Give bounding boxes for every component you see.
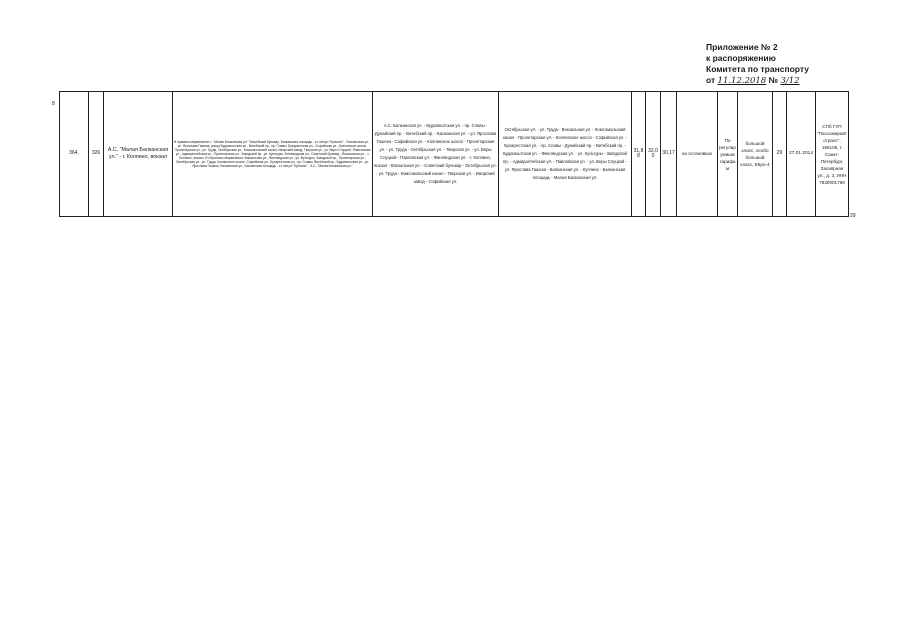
committee-name: Комитета по транспорту — [706, 64, 809, 74]
appendix-title: Приложение № 2 — [706, 42, 778, 52]
route-streets-backward: Октябрьская ул. - ул. Труда - Вокзальная ул. - Комсомольский канал - Пролетарская ул. - Колпинское шоссе - Софийская ул. - Бухарестская ул. - пр. Славы - Дунайский пр. - Витебский пр. - Будапештская ул. - Финляндская ул. - ул. Культуры - Заводской пр. - Адмиралтейская ул. - Павловская ул. - ул. Веры Слуцкой - ул. Ярослава Гашека - Балканская ул. - Купчино - Балканская площадь - Малая Балканская ул. — [499, 92, 632, 217]
right-margin-mark: 29 — [850, 213, 856, 219]
route-number: 326 — [89, 92, 104, 217]
stop-order: на остановках — [677, 92, 718, 217]
appendix-subtitle: к распоряжению — [706, 53, 776, 63]
vehicle-count: 29 — [773, 92, 787, 217]
route-stops: В прямом направлении: г. "Малая Балканская ул." Загребский бульвар, Балканская площадь - ст. метро "Купчино" - Балканская ул. - ул. Ярослава Гашека, улица Будапештская ул., Витебский пр., пр. Славы, Бухарестская ул., Софийская ул., Колпинское шоссе, Пролетарская ул., ул. Труда, Октябрьская ул., Комсомольский канал, Ижорский завод, Тверская ул., ул. Веры Слуцкой, Павловская ул., Адмиралтейская ул., Пролетарская ул., Заводской пр., ул. Культуры, Финляндская ул., Советский бульвар - Вокзальная ул. - г. Колпино, вокзал. В обратном направлении: Вокзальная ул., Финляндская ул., ул. Культуры, Заводской пр., Пролетарская ул., Октябрьская ул., ул. Труда, Колпинское шоссе, Софийская ул., Бухарестская ул., пр. Славы, Витебский пр., Будапештская ул., ул. Ярослава Гашека, Балканская ул., Балканская площадь - ст. метро "Купчино" - А.С. "Малая Балканская ул." — [173, 92, 373, 217]
vehicle-class: большой класс, особо большой класс, Евро-4 — [738, 92, 773, 217]
start-date: 27.01.2014 — [787, 92, 816, 217]
route-name: А.С. "Малая Балканская ул." - г. Колпино, вокзал — [104, 92, 173, 217]
carrier-info: СПб ГУП "Пассажиравтотранс", 196105, г. Санкт-Петербург, Заозёрная ул., д. 3, ИНН 7830001758 — [816, 92, 849, 217]
route-streets-forward: А.С. Балканская ул. - Будапештская ул. - пр. Славы - Дунайский пр. - Витебский пр. - Балканская ул. - ул. Ярослава Гашека - Софийская ул. - Колпинское шоссе - Пролетарская ул. - ул. Труда - Октябрьская ул. - Тверская ул. - ул. Веры Слуцкой - Павловская ул. - Финляндская ул. - г. Колпино, вокзал - Вокзальная ул. - Советский бульвар - Октябрьская ул. - ул. Труда - Комсомольский канал - Тверская ул. - Ижорский завод - Софийская ул. — [373, 92, 499, 217]
document-number: 3/12 — [780, 76, 800, 86]
length-forward: 31,88 — [632, 92, 646, 217]
routes-table — [59, 91, 849, 217]
number-prefix: № — [768, 75, 779, 85]
left-margin-mark: 8 — [52, 101, 55, 107]
date-prefix: от — [706, 75, 716, 85]
table-row — [60, 92, 849, 217]
document-date: 11.12.2018 — [717, 76, 767, 86]
document-header — [706, 42, 886, 87]
row-number: 364. — [60, 92, 89, 217]
date-number-line — [706, 75, 886, 87]
route-type: По регулируемым тарифам — [718, 92, 738, 217]
length-backward: 32,00 — [646, 92, 661, 217]
length-average: 30,17 — [661, 92, 677, 217]
